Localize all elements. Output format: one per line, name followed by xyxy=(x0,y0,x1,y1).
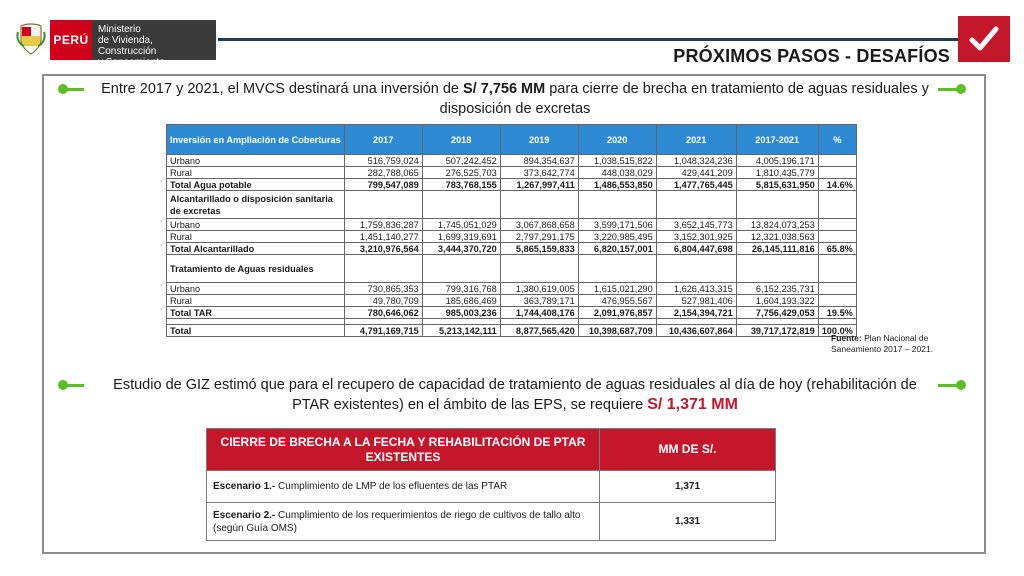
check-icon xyxy=(967,22,1001,56)
scenario-description xyxy=(207,471,600,503)
cell-value: 5,213,142,111 xyxy=(422,325,500,337)
cell-percent: 14.6% xyxy=(818,179,856,191)
row-label: Total xyxy=(167,325,345,337)
cell-value: 1,626,413,315 xyxy=(656,283,736,295)
cell-percent xyxy=(818,231,856,243)
table-row xyxy=(167,325,857,337)
cell-value xyxy=(344,191,422,219)
cell-value: 1,477,765,445 xyxy=(656,179,736,191)
scenario-value: 1,331 xyxy=(600,503,776,541)
cell-value xyxy=(422,255,500,283)
cell-percent: 19.5% xyxy=(818,307,856,319)
bullet-right-bottom xyxy=(938,380,966,390)
cell-value xyxy=(656,255,736,283)
cell-value: 1,048,324,236 xyxy=(656,155,736,167)
cell-value: 799,547,089 xyxy=(344,179,422,191)
source-note xyxy=(831,333,971,355)
cell-percent xyxy=(818,255,856,283)
table-row xyxy=(207,471,776,503)
cell-value: 1,451,140,277 xyxy=(344,231,422,243)
column-header: 2017-2021 xyxy=(736,125,818,155)
cell-value: 429,441,209 xyxy=(656,167,736,179)
cell-percent: 65.8% xyxy=(818,243,856,255)
row-label: Urbano xyxy=(167,155,345,167)
cell-value: 1,486,553,850 xyxy=(578,179,656,191)
cell-percent xyxy=(818,155,856,167)
cell-value xyxy=(344,255,422,283)
cell-value: 49,780,709 xyxy=(344,295,422,307)
cell-value xyxy=(500,191,578,219)
giz-text xyxy=(100,375,930,415)
cell-value: 783,768,155 xyxy=(422,179,500,191)
scenario-desc: Cumplimiento de los requerimientos de riego de cultivos de tallo alto (según Guía OMS) xyxy=(213,509,581,534)
coat-of-arms-icon xyxy=(16,22,46,56)
table-row xyxy=(167,255,857,283)
cell-value: 1,604,193,322 xyxy=(736,295,818,307)
table-row xyxy=(167,295,857,307)
cell-value: 507,242,452 xyxy=(422,155,500,167)
cell-value: 2,091,976,857 xyxy=(578,307,656,319)
source-text: Plan Nacional de Saneamiento 2017 – 2021. xyxy=(831,333,934,354)
gap-header-left: CIERRE DE BRECHA A LA FECHA Y REHABILITACIÓN DE PTAR EXISTENTES xyxy=(207,429,600,471)
gap-table-header xyxy=(207,429,776,471)
row-label: Rural xyxy=(167,167,345,179)
row-label: Total Alcantarillado xyxy=(167,243,345,255)
row-label: Alcantarillado o disposición sanitaria de excretas xyxy=(167,191,345,219)
scenario-desc: Cumplimiento de LMP de los efluentes de las PTAR xyxy=(275,481,508,492)
scenario-title: Escenario 1.- xyxy=(213,481,276,492)
cell-value: 363,789,171 xyxy=(500,295,578,307)
cell-value: 276,525,703 xyxy=(422,167,500,179)
column-header: 2017 xyxy=(344,125,422,155)
gap-header-right: MM DE S/. xyxy=(600,429,776,471)
ministry-line: Ministerio xyxy=(98,24,141,35)
column-header: 2018 xyxy=(422,125,500,155)
table-row xyxy=(167,155,857,167)
cell-value: 1,615,021,290 xyxy=(578,283,656,295)
row-label: Total TAR xyxy=(167,307,345,319)
table-row xyxy=(167,179,857,191)
table-row xyxy=(167,191,857,219)
cell-value xyxy=(578,191,656,219)
cell-value: 185,686,469 xyxy=(422,295,500,307)
ministry-name xyxy=(92,20,216,68)
intro-text xyxy=(100,79,930,119)
cell-value: 3,599,171,506 xyxy=(578,219,656,231)
cell-value: 1,038,515,822 xyxy=(578,155,656,167)
cell-value: 799,316,768 xyxy=(422,283,500,295)
row-label: Rural xyxy=(167,231,345,243)
cell-value: 8,877,565,420 xyxy=(500,325,578,337)
cell-percent xyxy=(818,295,856,307)
cell-value xyxy=(578,255,656,283)
row-label: Total Agua potable xyxy=(167,179,345,191)
column-header: 2020 xyxy=(578,125,656,155)
table-row xyxy=(167,307,857,319)
cell-value: 1,744,408,176 xyxy=(500,307,578,319)
intro-text-after: para cierre de brecha en tratamiento de aguas residuales y disposición de excretas xyxy=(439,81,929,117)
scenario-value: 1,371 xyxy=(600,471,776,503)
cell-value: 516,759,024 xyxy=(344,155,422,167)
cell-percent: 100.0% xyxy=(818,325,856,337)
cell-value: 448,038,029 xyxy=(578,167,656,179)
cell-value: 3,067,868,658 xyxy=(500,219,578,231)
ministry-line: y Saneamiento xyxy=(98,57,165,68)
cell-value: 476,955,567 xyxy=(578,295,656,307)
bullet-left-top xyxy=(58,84,84,94)
cell-value: 2,797,291,175 xyxy=(500,231,578,243)
row-label: Urbano xyxy=(167,219,345,231)
cell-value: 282,788,065 xyxy=(344,167,422,179)
cell-value: 4,791,169,715 xyxy=(344,325,422,337)
cell-value: 39,717,172,819 xyxy=(736,325,818,337)
cell-value: 5,865,159,833 xyxy=(500,243,578,255)
cell-value: 7,756,429,053 xyxy=(736,307,818,319)
cell-value: 2,154,394,721 xyxy=(656,307,736,319)
cell-value: 13,824,073,253 xyxy=(736,219,818,231)
intro-text-before: Entre 2017 y 2021, el MVCS destinará una inversión de xyxy=(101,81,464,97)
row-label: Rural xyxy=(167,295,345,307)
scenario-description xyxy=(207,503,600,541)
cell-value: 3,152,301,925 xyxy=(656,231,736,243)
cell-value: 3,210,976,564 xyxy=(344,243,422,255)
giz-text-body: Estudio de GIZ estimó que para el recupero de capacidad de tratamiento de aguas residuales al día de hoy (rehabilitación de PTAR existentes) en el ámbito de las EPS, se requiere xyxy=(113,377,917,413)
row-label: Tratamiento de Aguas residuales xyxy=(167,255,345,283)
cell-value: 1,745,051,029 xyxy=(422,219,500,231)
cell-value: 3,652,145,773 xyxy=(656,219,736,231)
column-header: Inversión en Ampliación de Coberturas xyxy=(167,125,345,155)
cell-value: 12,321,038,563 xyxy=(736,231,818,243)
cell-value: 1,380,619,005 xyxy=(500,283,578,295)
page-title: PRÓXIMOS PASOS - DESAFÍOS xyxy=(673,46,950,66)
cell-value: 10,398,687,709 xyxy=(578,325,656,337)
cell-value: 10,436,607,864 xyxy=(656,325,736,337)
cell-percent xyxy=(818,167,856,179)
cell-value xyxy=(500,255,578,283)
cell-value: 4,005,196,171 xyxy=(736,155,818,167)
peru-badge: PERÚ xyxy=(50,20,92,60)
cell-value xyxy=(656,191,736,219)
column-header: 2019 xyxy=(500,125,578,155)
investment-table xyxy=(166,124,857,337)
cell-value: 1,267,997,411 xyxy=(500,179,578,191)
cell-value: 5,815,631,950 xyxy=(736,179,818,191)
header xyxy=(0,0,1024,70)
table-row xyxy=(167,243,857,255)
intro-amount: S/ 7,756 MM xyxy=(463,81,546,97)
table-row xyxy=(167,219,857,231)
bullet-left-bottom xyxy=(58,380,84,390)
table-row xyxy=(167,231,857,243)
cell-value: 3,220,985,495 xyxy=(578,231,656,243)
cell-value: 6,820,157,001 xyxy=(578,243,656,255)
cell-percent xyxy=(818,283,856,295)
cell-value: 730,865,353 xyxy=(344,283,422,295)
cell-percent xyxy=(818,191,856,219)
cell-value xyxy=(736,255,818,283)
gap-table xyxy=(206,428,776,541)
scenario-title: Escenario 2.- xyxy=(213,509,276,521)
cell-value: 1,810,435,779 xyxy=(736,167,818,179)
cell-value: 780,646,062 xyxy=(344,307,422,319)
header-divider xyxy=(218,38,958,41)
check-badge xyxy=(958,16,1010,62)
table-header-row xyxy=(167,125,857,155)
cell-value: 1,699,319,691 xyxy=(422,231,500,243)
bullet-right-top xyxy=(938,84,966,94)
source-label: Fuente: xyxy=(831,333,862,343)
cell-value: 1,759,836,287 xyxy=(344,219,422,231)
cell-value xyxy=(422,191,500,219)
row-label: Urbano xyxy=(167,283,345,295)
cell-value: 26,145,111,816 xyxy=(736,243,818,255)
column-header: 2021 xyxy=(656,125,736,155)
cell-value: 373,642,774 xyxy=(500,167,578,179)
cell-value xyxy=(736,191,818,219)
table-row xyxy=(167,283,857,295)
cell-percent xyxy=(818,219,856,231)
cell-value: 6,804,447,698 xyxy=(656,243,736,255)
cell-value: 527,981,406 xyxy=(656,295,736,307)
cell-value: 985,003,236 xyxy=(422,307,500,319)
cell-value: 3,444,370,720 xyxy=(422,243,500,255)
ministry-line: de Vivienda, Construcción xyxy=(98,35,157,57)
column-header: % xyxy=(818,125,856,155)
table-row xyxy=(167,167,857,179)
table-row xyxy=(207,503,776,541)
giz-amount: S/ 1,371 MM xyxy=(647,396,738,413)
cell-value: 6,152,235,731 xyxy=(736,283,818,295)
cell-value: 894,354,637 xyxy=(500,155,578,167)
